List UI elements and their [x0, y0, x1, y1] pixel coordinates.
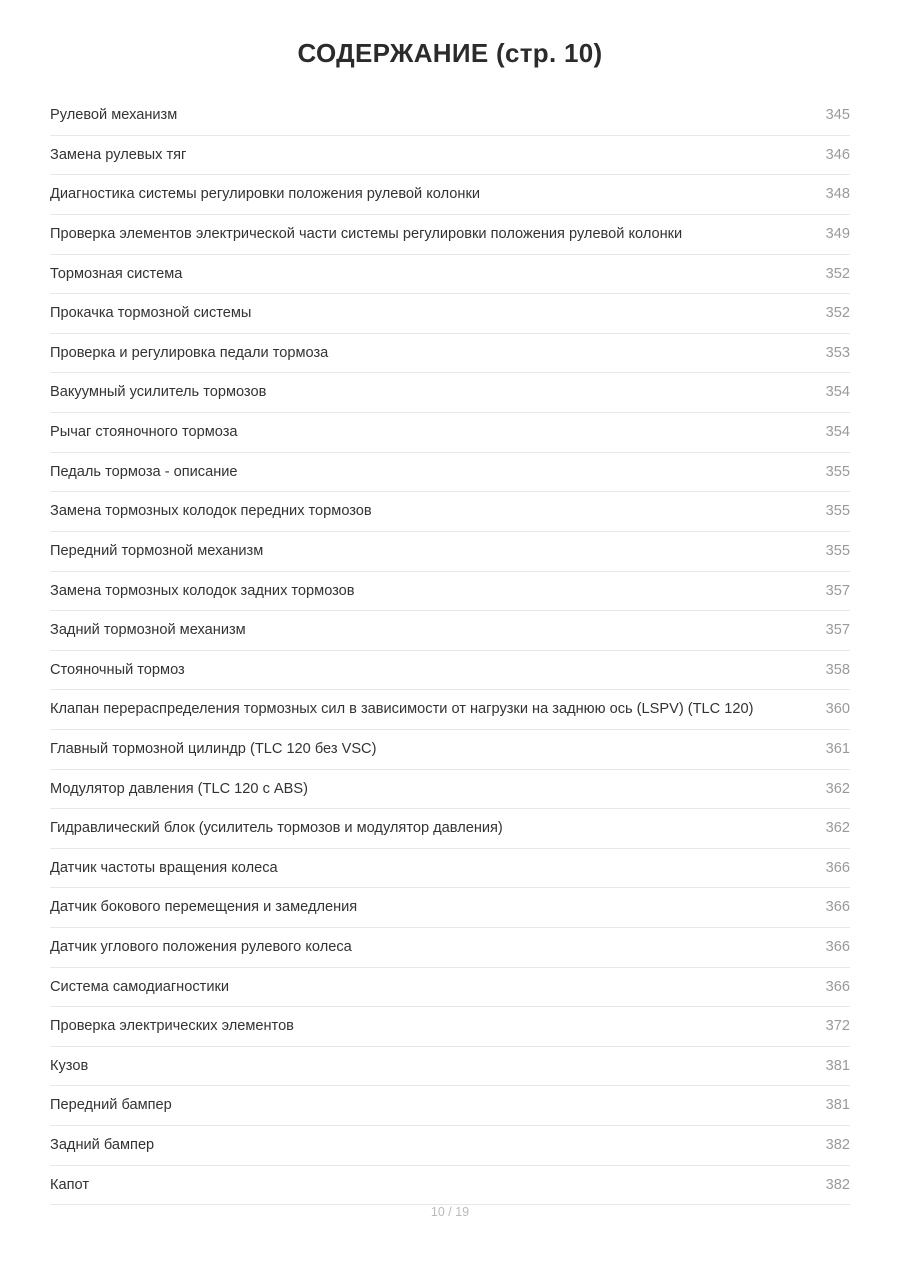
toc-entry[interactable] [50, 1086, 850, 1126]
toc-entry-title: Педаль тормоза - описание [50, 463, 238, 480]
toc-entry-title: Рулевой механизм [50, 107, 178, 124]
toc-entry-page-number: 355 [825, 542, 850, 559]
toc-entry-page-number: 366 [825, 899, 850, 916]
toc-entry-page-number: 355 [825, 503, 850, 520]
toc-entry-page-number: 381 [825, 1097, 850, 1114]
toc-entry-title: Датчик частоты вращения колеса [50, 859, 278, 876]
toc-entry-title: Передний тормозной механизм [50, 542, 264, 559]
toc-entry-page-number: 354 [825, 424, 850, 441]
toc-entry-title: Замена тормозных колодок передних тормозов [50, 503, 372, 520]
toc-entry-title: Модулятор давления (TLC 120 с ABS) [50, 780, 308, 797]
toc-entry[interactable] [50, 136, 850, 176]
toc-entry-title: Капот [50, 1176, 89, 1193]
toc-entry-page-number: 362 [825, 780, 850, 797]
toc-entry[interactable] [50, 651, 850, 691]
toc-entry-page-number: 345 [825, 107, 850, 124]
toc-entry[interactable] [50, 690, 850, 730]
toc-entry[interactable] [50, 373, 850, 413]
toc-entry-page-number: 382 [825, 1137, 850, 1154]
toc-entry-page-number: 360 [825, 701, 850, 718]
toc-entry-title: Стояночный тормоз [50, 661, 185, 678]
toc-entry-title: Вакуумный усилитель тормозов [50, 384, 267, 401]
toc-entry[interactable] [50, 532, 850, 572]
toc-entry-title: Тормозная система [50, 265, 183, 282]
toc-entry-page-number: 348 [825, 186, 850, 203]
toc-entry[interactable] [50, 175, 850, 215]
toc-entry[interactable] [50, 453, 850, 493]
toc-entry-page-number: 372 [825, 1018, 850, 1035]
toc-entry-title: Гидравлический блок (усилитель тормозов и модулятор давления) [50, 820, 503, 837]
toc-entry-title: Передний бампер [50, 1097, 172, 1114]
toc-entry-page-number: 346 [825, 146, 850, 163]
toc-entry-page-number: 357 [825, 582, 850, 599]
toc-entry[interactable] [50, 611, 850, 651]
toc-entry[interactable] [50, 1007, 850, 1047]
toc-entry[interactable] [50, 1126, 850, 1166]
toc-entry-page-number: 357 [825, 622, 850, 639]
toc-entry-page-number: 366 [825, 859, 850, 876]
toc-entry[interactable] [50, 334, 850, 374]
toc-entry-page-number: 382 [825, 1176, 850, 1193]
toc-entry[interactable] [50, 928, 850, 968]
toc-entry-title: Рычаг стояночного тормоза [50, 424, 238, 441]
toc-entry-title: Проверка и регулировка педали тормоза [50, 344, 329, 361]
toc-entry-page-number: 381 [825, 1057, 850, 1074]
toc-entry-page-number: 358 [825, 661, 850, 678]
toc-entry[interactable] [50, 770, 850, 810]
toc-entry-page-number: 362 [825, 820, 850, 837]
toc-entry-title: Система самодиагностики [50, 978, 230, 995]
toc-entry-page-number: 366 [825, 938, 850, 955]
toc-entry-page-number: 354 [825, 384, 850, 401]
toc-entry-title: Клапан перераспределения тормозных сил в зависимости от нагрузки на заднюю ось (LSPV) (TLC 120) [50, 701, 754, 718]
toc-entry-title: Прокачка тормозной системы [50, 305, 252, 322]
toc-entry-page-number: 353 [825, 344, 850, 361]
toc-entry[interactable] [50, 849, 850, 889]
page-title: СОДЕРЖАНИЕ (стр. 10) [297, 38, 603, 68]
toc-entry[interactable] [50, 730, 850, 770]
toc-entry[interactable] [50, 294, 850, 334]
toc-entry-title: Датчик бокового перемещения и замедления [50, 899, 358, 916]
toc-entry-title: Задний бампер [50, 1137, 155, 1154]
toc-entry[interactable] [50, 968, 850, 1008]
toc-entry[interactable] [50, 1166, 850, 1206]
toc-entry-title: Задний тормозной механизм [50, 622, 246, 639]
toc-entry-title: Проверка элементов электрической части системы регулировки положения рулевой колонки [50, 226, 683, 243]
toc-entry-page-number: 352 [825, 305, 850, 322]
toc-entry-page-number: 361 [825, 740, 850, 757]
toc-entry-page-number: 366 [825, 978, 850, 995]
page-footer: 10 / 19 [430, 1205, 470, 1220]
toc-entry[interactable] [50, 492, 850, 532]
toc-entry-title: Проверка электрических элементов [50, 1018, 294, 1035]
toc-entry-title: Кузов [50, 1057, 89, 1074]
toc-entry[interactable] [50, 809, 850, 849]
toc-entry[interactable] [50, 215, 850, 255]
toc-list [50, 96, 850, 1205]
toc-entry-title: Датчик углового положения рулевого колеса [50, 938, 352, 955]
toc-entry-title: Главный тормозной цилиндр (TLC 120 без VSC) [50, 740, 377, 757]
toc-entry-page-number: 349 [825, 226, 850, 243]
toc-entry[interactable] [50, 888, 850, 928]
toc-entry-title: Замена рулевых тяг [50, 146, 187, 163]
toc-entry[interactable] [50, 1047, 850, 1087]
toc-entry[interactable] [50, 572, 850, 612]
toc-entry-title: Замена тормозных колодок задних тормозов [50, 582, 355, 599]
toc-entry-title: Диагностика системы регулировки положения рулевой колонки [50, 186, 480, 203]
toc-entry[interactable] [50, 96, 850, 136]
toc-entry[interactable] [50, 255, 850, 295]
toc-entry-page-number: 355 [825, 463, 850, 480]
toc-entry[interactable] [50, 413, 850, 453]
toc-entry-page-number: 352 [825, 265, 850, 282]
